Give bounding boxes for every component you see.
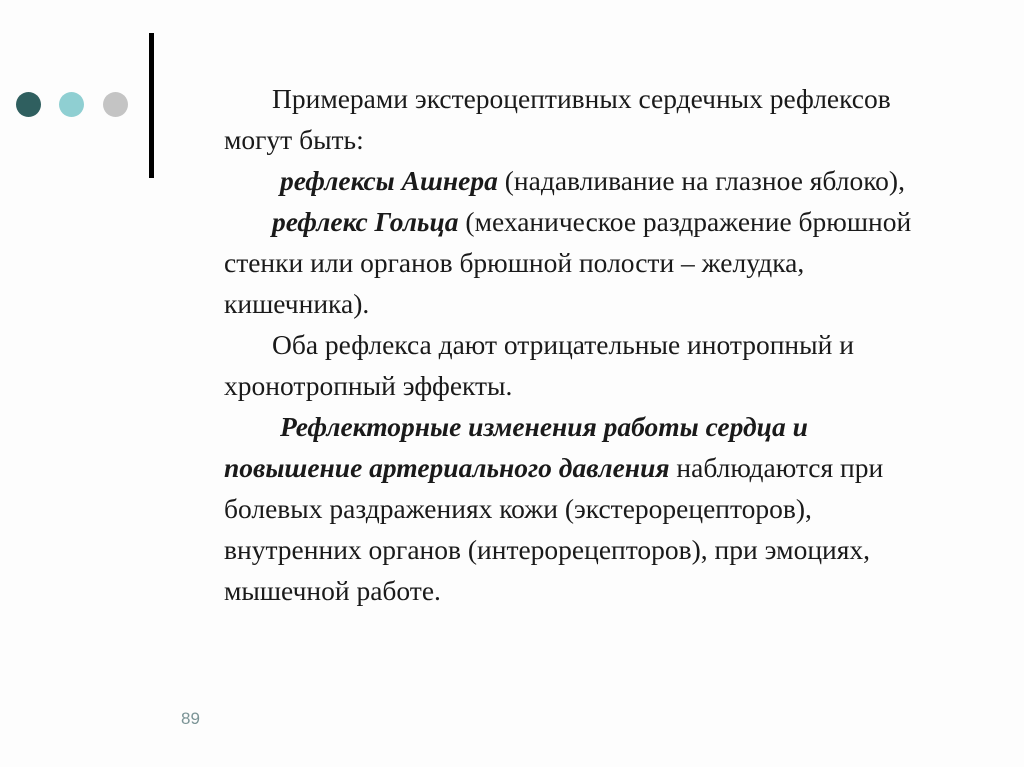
ashner-desc: (надавливание на глазное яблоко), (497, 165, 905, 196)
golts-paragraph (224, 201, 944, 324)
reflex-changes-term: Рефлекторные изменения работы сердца и повышение артериального давления (224, 411, 808, 483)
decor-dot-teal (59, 92, 84, 117)
decor-dot-gray (103, 92, 128, 117)
page-number: 89 (181, 709, 200, 728)
golts-desc: (механическое раздражение брюшной стенки или органов брюшной полости – желудка, кишечника). (224, 206, 912, 319)
effects-text: Оба рефлекса дают отрицательные инотропный и хронотропный эффекты. (224, 329, 854, 401)
decor-dot-dark (16, 92, 41, 117)
ashner-term: рефлексы Ашнера (280, 165, 498, 196)
decor-vertical-bar (149, 33, 154, 178)
slide-body (224, 78, 944, 611)
intro-text: Примерами экстероцептивных сердечных рефлексов могут быть: (224, 83, 891, 155)
reflex-changes-paragraph (224, 406, 944, 611)
intro-paragraph (224, 78, 944, 160)
effects-paragraph (224, 324, 944, 406)
golts-term: рефлекс Гольца (272, 206, 459, 237)
reflex-changes-desc: наблюдаются при болевых раздражениях кожи (экстерорецепторов), внутренних органов (интерорецепторов), при эмоциях, мышечной работе. (224, 452, 884, 606)
ashner-paragraph (224, 160, 944, 201)
